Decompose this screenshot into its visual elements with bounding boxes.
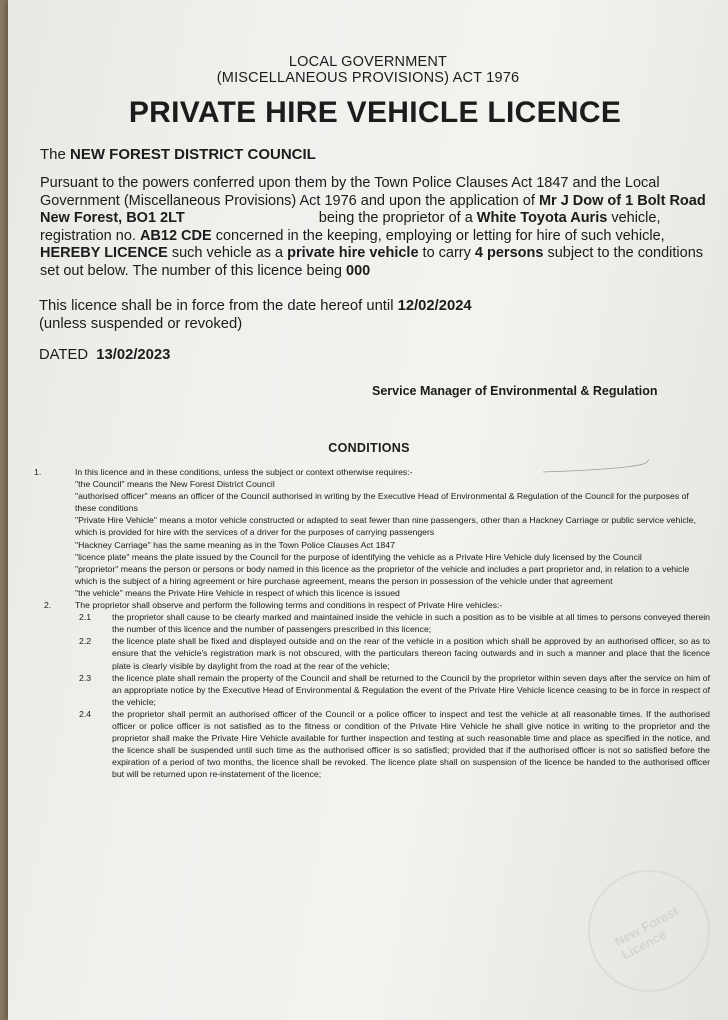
conditions-list — [34, 466, 710, 780]
sub-condition-text: the licence plate shall be fixed and displayed outside and on the rear of the vehicle in a position which shall be approved by an authorised officer, so as to ensure that the vehicle's registration mark is not obscured, with the particulars thereon facing outwards and in such a manner and place that the licence plate is clearly visible by daylight from the road at the rear of the vehicle; — [112, 636, 710, 671]
condition-number: 1. — [34, 467, 42, 477]
vehicle-registration: AB12 CDE — [139, 227, 212, 244]
condition-1-line: In this licence and in these conditions, unless the subject or context otherwise requires:- — [75, 467, 413, 477]
intro-text-1: Pursuant to the powers conferred upon them by the Town Police Clauses Act 1847 and the Local Government (Miscellaneous Provisions) Act 1976 and upon the application of — [40, 175, 660, 209]
intro-text-2: being the proprietor of a — [314, 210, 477, 227]
condition-1-body — [75, 466, 710, 599]
licence-type: private hire vehicle — [287, 245, 419, 262]
document-title: PRIVATE HIRE VEHICLE LICENCE — [128, 96, 622, 129]
hereby-licence: HEREBY LICENCE — [40, 245, 168, 262]
condition-2-1 — [75, 611, 710, 635]
embossed-council-seal — [567, 849, 728, 1014]
applicant-details: Mr J Dow of 1 Bolt Road New Forest, BO1 2LT — [40, 192, 706, 227]
condition-1-line: "Hackney Carriage" has the same meaning as in the Town Police Clauses Act 1847 — [75, 539, 395, 550]
licence-document — [8, 0, 728, 1020]
intro-text-5: such vehicle as a — [167, 245, 288, 262]
act-line-1: LOCAL GOVERNMENT — [288, 54, 448, 70]
sub-condition-number: 2.1 — [79, 612, 92, 623]
intro-text-4: concerned in the keeping, employing or letting for hire of such vehicle, — [211, 227, 665, 244]
condition-2-4 — [75, 708, 710, 781]
sub-condition-text: the licence plate shall remain the property of the Council and shall be returned to the Council by the proprietor within seven days after the service on him of an appropriate notice by the Executive Head of Environmental & Regulation the event of the Private Hire Vehicle licence ceasing to be in force in respect of the vehicle; — [112, 672, 710, 707]
sub-condition-text: the proprietor shall cause to be clearly marked and maintained inside the vehicle in such a position as to be visible at all times to persons conveyed therein the number of this licence and the number of passengers prescribed in this licence; — [112, 612, 710, 635]
condition-1 — [34, 466, 710, 599]
conditions-title: CONDITIONS — [328, 441, 410, 455]
council-name: NEW FOREST DISTRICT COUNCIL — [70, 146, 316, 163]
signatory-title: Service Manager of Environmental & Regulation — [372, 384, 658, 398]
intro-text-6: to carry — [418, 245, 475, 262]
sub-condition-number: 2.2 — [79, 636, 92, 647]
validity-text: This licence shall be in force from the date hereof until — [39, 298, 398, 314]
vehicle-description: White Toyota Auris — [476, 210, 608, 227]
condition-1-line: "authorised officer" means an officer of the Council authorised in writing by the Executive Head of Environmental & Regulation of the Council for the purposes of these conditions — [75, 491, 689, 514]
licence-intro — [40, 175, 714, 281]
condition-1-line: "the vehicle" means the Private Hire Vehicle in respect of which this licence is issued — [75, 587, 400, 598]
seal-text: New Forest Licence — [611, 903, 681, 963]
act-heading — [8, 54, 728, 86]
sub-condition-number: 2.3 — [79, 672, 92, 683]
act-line-2: (MISCELLANEOUS PROVISIONS) ACT 1976 — [216, 70, 520, 86]
condition-2-text: The proprietor shall observe and perform the following terms and conditions in respect of Private Hire vehicles:- — [75, 600, 503, 611]
council-prefix: The — [40, 146, 71, 163]
dated-line — [39, 347, 170, 363]
condition-2 — [34, 599, 710, 611]
condition-1-line: "the Council" means the New Forest District Council — [75, 479, 275, 490]
council-line — [40, 146, 316, 163]
issue-date: 13/02/2023 — [96, 347, 171, 363]
condition-2-3 — [75, 672, 710, 708]
condition-1-line: "proprietor" means the person or persons or body named in this licence as the proprietor of the vehicle and includes a part proprietor and, in relation to a vehicle which is the subject of a hiring agreement or hire purchase agreement, means the person in possession of the vehicle under that agreement — [75, 563, 690, 586]
passenger-count: 4 persons — [474, 245, 544, 262]
intro-text-7: subject to the conditions set out below. The number of this licence being — [40, 245, 704, 279]
expiry-date: 12/02/2024 — [397, 298, 472, 314]
dated-label: DATED — [39, 347, 89, 363]
validity-note: (unless suspended or revoked) — [39, 316, 243, 332]
condition-2-2 — [75, 635, 710, 671]
intro-text-3: vehicle, registration no. — [40, 210, 661, 244]
validity-block — [39, 297, 472, 333]
condition-number: 2. — [44, 600, 52, 611]
condition-1-line: "licence plate" means the plate issued by the Council for the purpose of identifying the vehicle as a Private Hire Vehicle duly licensed by the Council — [75, 551, 642, 562]
condition-1-line: "Private Hire Vehicle" means a motor vehicle constructed or adapted to seat fewer than nine passengers, other than a Hackney Carriage or public service vehicle, which is provided for hire with the services of a driver for the purposes of carrying passengers — [75, 515, 696, 538]
sub-condition-text: the proprietor shall permit an authorised officer of the Council or a police officer to inspect and test the vehicle at all reasonable times. If the authorised officer or police officer is not satisfied as to the fitness or condition of the Private Hire Vehicle he shall give notice in writing to the proprietor and the proprietor shall make the Private Hire Vehicle available for further inspection and testing at such reasonable time and place as specified in the notice, and the licence shall be suspended until such time as the authorised officer is so satisfied; provided that if the authorised officer is not so satisfied before the expiration of a period of two months, the licence shall be revoked. The licence plate shall on suspension of the licence be handed to the authorised officer but will be returned upon re-instatement of the licence; — [112, 708, 710, 780]
licence-number: 000 — [346, 262, 371, 279]
sub-condition-number: 2.4 — [79, 708, 92, 719]
